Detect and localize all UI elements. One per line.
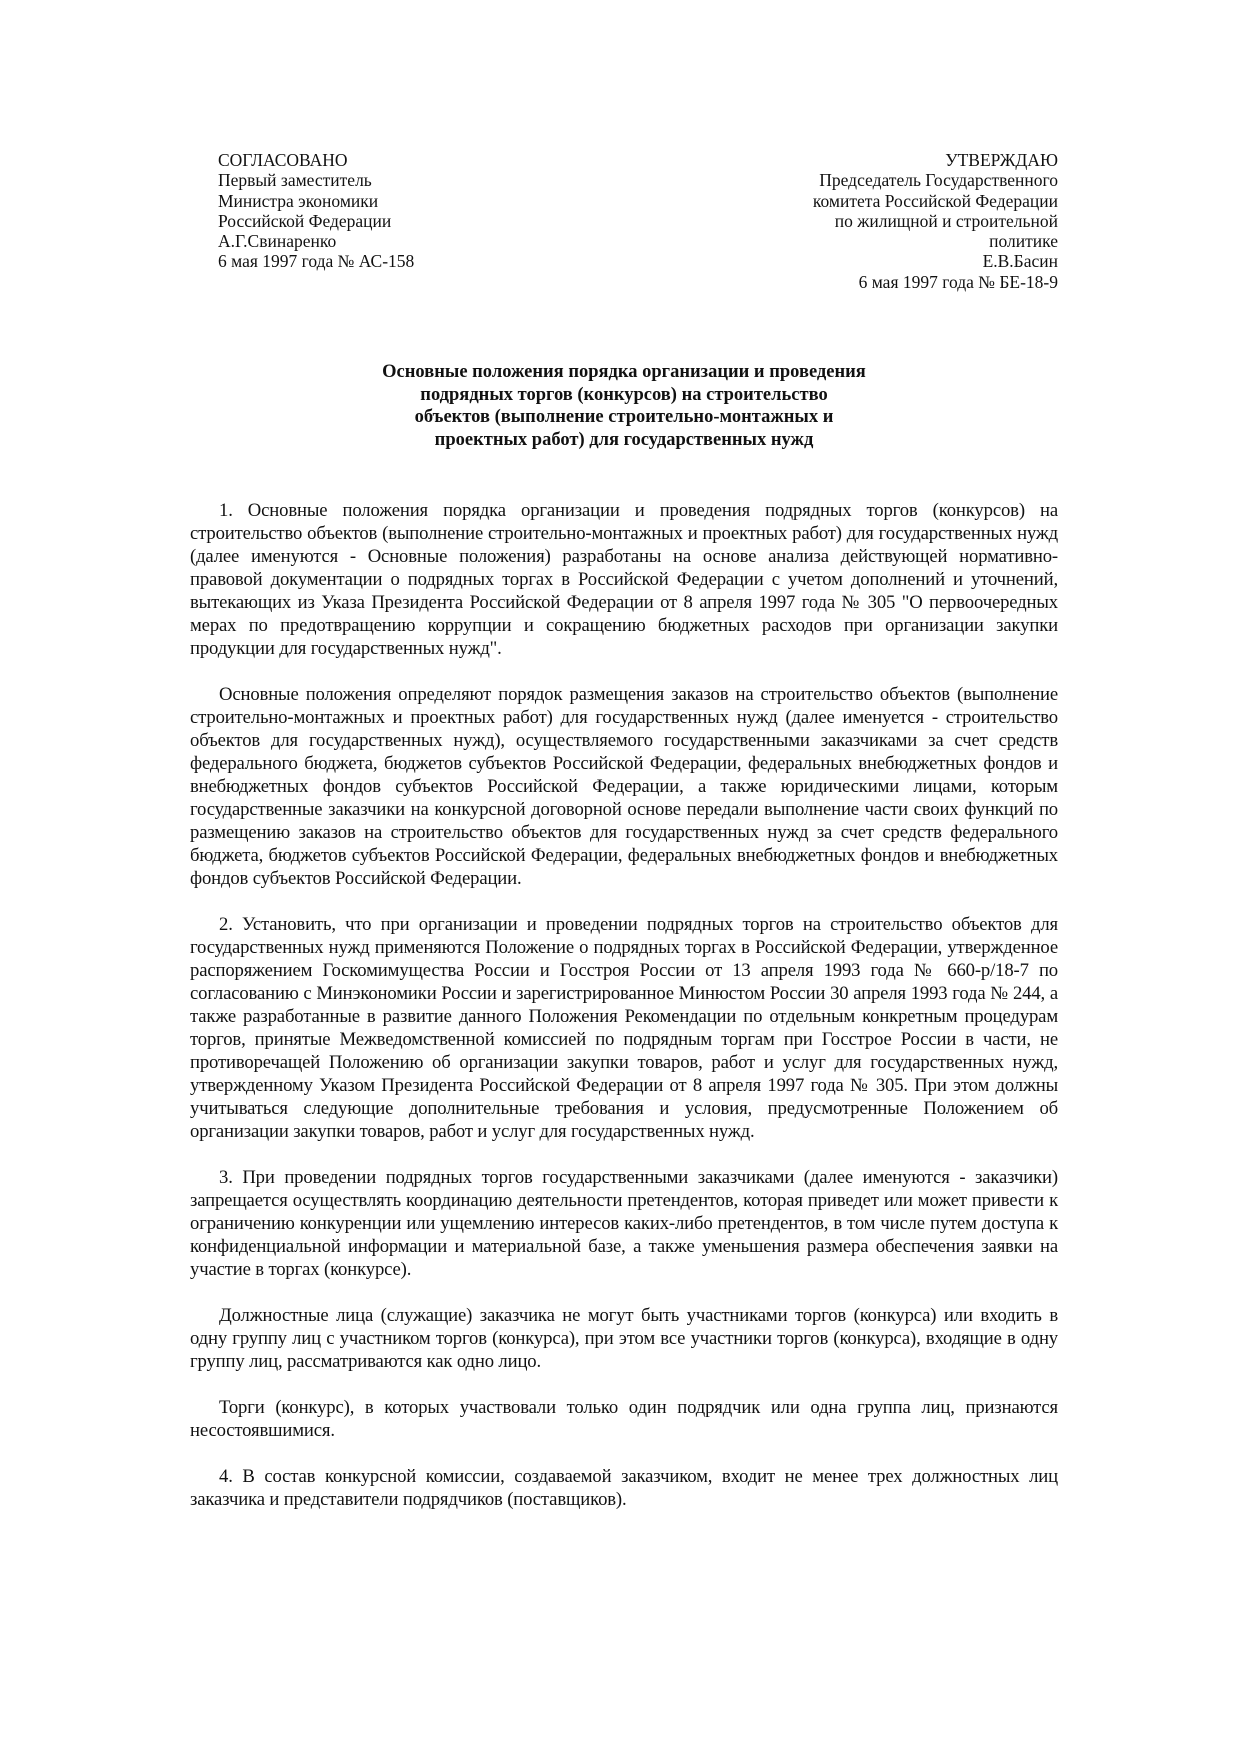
agreed-signatory: А.Г.Свинаренко xyxy=(218,231,337,252)
approved-heading: УТВЕРЖДАЮ xyxy=(945,150,1058,170)
approved-position: Председатель Государственного xyxy=(819,170,1058,191)
approved-signatory: Е.В.Басин xyxy=(982,251,1058,272)
document-body xyxy=(190,499,1058,1534)
paragraph-3: 3. При проведении подрядных торгов государственными заказчиками (далее именуются - заказчики) запрещается осуществлять координацию деятельности претендентов, которая приведет или может привести к ограничению конкуренции или ущемлению интересов каких-либо претендентов, в том числе путем доступа к конфиденциальной информации и материальной базе, а также уменьшения размера обеспечения заявки на участие в торгах (конкурсе). xyxy=(190,1167,1058,1280)
paragraph-2: 2. Установить, что при организации и проведении подрядных торгов на строительство объектов для государственных нужд применяются Положение о подрядных торгах в Российской Федерации, утвержденное распоряжением Госкомимущества России и Госстроя России от 13 апреля 1993 года № 660-р/18-7 по согласованию с Минэкономики России и зарегистрированное Минюстом России 30 апреля 1993 года № 244, а также разработанные в развитие данного Положения Рекомендации по отдельным конкретным процедурам торгов, принятые Межведомственной комиссией по подрядным торгам при Госстрое России в части, не противоречащей Положению об организации закупки товаров, работ и услуг для государственных нужд, утвержденному Указом Президента Российской Федерации от 8 апреля 1997 года № 305. При этом должны учитываться следующие дополнительные требования и условия, предусмотренные Положением об организации закупки товаров, работ и услуг для государственных нужд. xyxy=(190,914,1058,1142)
agreed-ministry: Министра экономики xyxy=(218,190,379,211)
title-line: Основные положения порядка организации и проведения xyxy=(382,362,866,382)
paragraph-1: 1. Основные положения порядка организации и проведения подрядных торгов (конкурсов) на строительство объектов (выполнение строительно-монтажных и проектных работ) для государственных нужд (далее именуются - Основные положения) разработаны на основе анализа действующей нормативно-правовой документации о подрядных торгах в Российской Федерации с учетом дополнений и уточнений, вытекающих из Указа Президента Российской Федерации от 8 апреля 1997 года № 305 "О первоочередных мерах по предотвращению коррупции и сокращению бюджетных расходов при организации закупки продукции для государственных нужд". xyxy=(190,500,1058,659)
paragraph-scope: Основные положения определяют порядок размещения заказов на строительство объектов (выполнение строительно-монтажных и проектных работ) для государственных нужд (далее именуется - строительство объектов для государственных нужд), осуществляемого государственными заказчиками за счет средств федерального бюджета, бюджетов субъектов Российской Федерации, федеральных внебюджетных фондов и внебюджетных фондов субъектов Российской Федерации, а также юридическими лицами, которым государственные заказчики на конкурсной договорной основе передали выполнение части своих функций по размещению заказов на строительство объектов для государственных нужд за счет средств федерального бюджета, бюджетов субъектов Российской Федерации, федеральных внебюджетных фондов и внебюджетных фондов субъектов Российской Федерации. xyxy=(190,684,1058,889)
paragraph-officials: Должностные лица (служащие) заказчика не могут быть участниками торгов (конкурса) или входить в одну группу лиц с участником торгов (конкурса), при этом все участники торгов (конкурса), входящие в одну группу лиц, рассматриваются как одно лицо. xyxy=(190,1305,1058,1372)
agreed-heading: СОГЛАСОВАНО xyxy=(218,150,348,170)
approved-committee-scope: по жилищной и строительной xyxy=(834,210,1058,231)
approved-committee: комитета Российской Федерации xyxy=(812,190,1058,211)
paragraph-failed-tender: Торги (конкурс), в которых участвовали только один подрядчик или одна группа лиц, признаются несостоявшимися. xyxy=(190,1397,1058,1441)
title-line: проектных работ) для государственных нужд xyxy=(434,429,814,450)
agreed-country: Российской Федерации xyxy=(218,210,392,231)
document-title xyxy=(190,361,1058,451)
title-line: подрядных торгов (конкурсов) на строительство xyxy=(420,384,828,405)
approval-block-approved xyxy=(638,150,1058,292)
approved-committee-scope-end: политике xyxy=(989,231,1058,252)
agreed-position: Первый заместитель xyxy=(218,170,372,191)
agreed-date-number: 6 мая 1997 года № АС-158 xyxy=(218,251,415,272)
approval-block-agreed xyxy=(218,150,638,272)
approved-date-number: 6 мая 1997 года № БЕ-18-9 xyxy=(858,271,1058,292)
paragraph-4: 4. В состав конкурсной комиссии, создаваемой заказчиком, входит не менее трех должностных лиц заказчика и представители подрядчиков (поставщиков). xyxy=(190,1466,1058,1510)
title-line: объектов (выполнение строительно-монтажных и xyxy=(414,407,834,427)
